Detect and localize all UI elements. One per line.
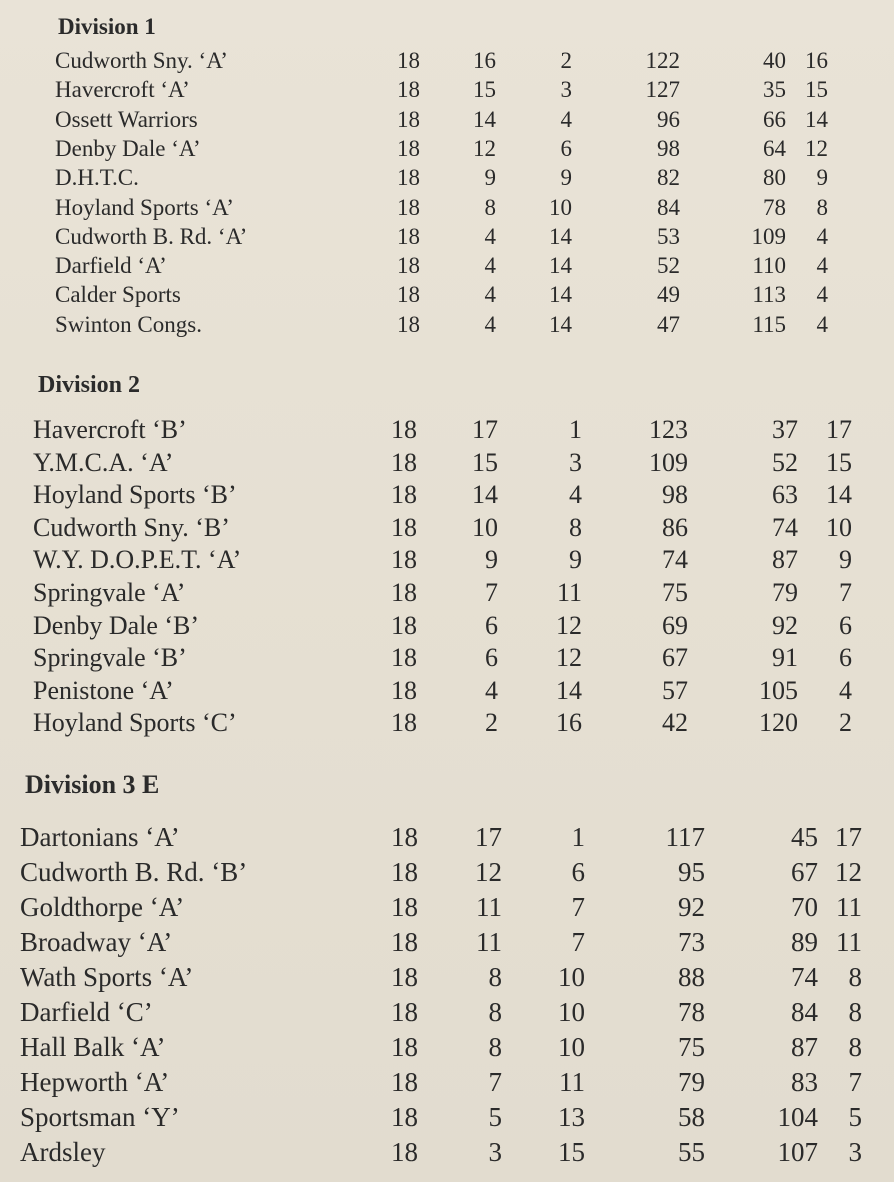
- team-name: Cudworth Sny. ‘A’: [55, 48, 228, 73]
- won-value: 2: [485, 708, 498, 738]
- lost-value: 7: [571, 892, 585, 922]
- won-value: 10: [472, 512, 498, 542]
- lost-value: 4: [560, 106, 572, 132]
- won-value: 8: [488, 962, 502, 992]
- team-name: Havercroft ‘A’: [55, 77, 190, 103]
- lost-value: 3: [569, 447, 582, 477]
- points-for-value: 84: [657, 194, 680, 220]
- points-for-value: 79: [678, 1067, 705, 1097]
- points-for-value: 127: [645, 77, 680, 103]
- played-value: 18: [397, 77, 420, 103]
- league-points-value: 12: [835, 857, 862, 887]
- played-value: 18: [397, 194, 420, 220]
- team-name: Broadway ‘A’: [20, 927, 173, 957]
- lost-value: 8: [569, 512, 582, 542]
- lost-value: 6: [571, 857, 585, 887]
- lost-value: 10: [558, 997, 585, 1027]
- points-for-value: 58: [678, 1102, 705, 1132]
- won-value: 16: [473, 48, 496, 73]
- league-points-value: 12: [805, 135, 828, 161]
- team-name: Ossett Warriors: [55, 106, 198, 132]
- points-against-value: 107: [777, 1137, 818, 1167]
- team-name: Denby Dale ‘A’: [55, 135, 201, 161]
- lost-value: 14: [549, 223, 572, 249]
- league-points-value: 8: [848, 1032, 862, 1062]
- won-value: 9: [485, 545, 498, 575]
- points-for-value: 78: [678, 997, 705, 1027]
- lost-value: 14: [549, 253, 572, 279]
- points-against-value: 80: [763, 165, 786, 191]
- points-against-value: 91: [772, 643, 798, 673]
- team-name: Cudworth B. Rd. ‘A’: [55, 223, 248, 249]
- points-for-value: 109: [649, 447, 688, 477]
- points-against-value: 63: [772, 480, 798, 510]
- league-points-value: 11: [836, 892, 862, 922]
- points-against-value: 104: [777, 1102, 818, 1132]
- lost-value: 2: [560, 48, 572, 73]
- points-against-value: 74: [791, 962, 818, 992]
- points-against-value: 109: [751, 223, 786, 249]
- table-row: [0, 414, 894, 446]
- table-row: [0, 926, 894, 958]
- team-name: Calder Sports: [55, 282, 181, 308]
- points-for-value: 98: [662, 480, 688, 510]
- table-row: [0, 821, 894, 853]
- points-against-value: 78: [763, 194, 786, 220]
- table-row: [0, 544, 894, 576]
- points-against-value: 67: [791, 857, 818, 887]
- team-name: Denby Dale ‘B’: [33, 610, 200, 640]
- table-row: [0, 45, 894, 77]
- table-row: [0, 996, 894, 1028]
- lost-value: 13: [558, 1102, 585, 1132]
- league-points-value: 15: [805, 77, 828, 103]
- lost-value: 6: [560, 135, 572, 161]
- played-value: 18: [391, 708, 417, 738]
- points-for-value: 47: [657, 311, 680, 337]
- lost-value: 16: [556, 708, 582, 738]
- lost-value: 12: [556, 643, 582, 673]
- points-for-value: 69: [662, 610, 688, 640]
- league-points-value: 17: [826, 415, 852, 444]
- team-name: Sportsman ‘Y’: [20, 1102, 180, 1132]
- won-value: 8: [488, 1032, 502, 1062]
- played-value: 18: [397, 135, 420, 161]
- team-name: W.Y. D.O.P.E.T. ‘A’: [33, 545, 242, 575]
- league-points-value: 4: [816, 253, 828, 279]
- won-value: 15: [472, 447, 498, 477]
- team-name: Hoyland Sports ‘B’: [33, 480, 237, 510]
- played-value: 18: [397, 48, 420, 73]
- won-value: 14: [472, 480, 498, 510]
- won-value: 6: [485, 610, 498, 640]
- played-value: 18: [391, 1102, 418, 1132]
- lost-value: 10: [549, 194, 572, 220]
- points-against-value: 70: [791, 892, 818, 922]
- played-value: 18: [391, 545, 417, 575]
- lost-value: 3: [560, 77, 572, 103]
- league-points-value: 8: [816, 194, 828, 220]
- table-row: [0, 642, 894, 674]
- points-for-value: 98: [657, 135, 680, 161]
- played-value: 18: [391, 610, 417, 640]
- points-for-value: 57: [662, 675, 688, 705]
- team-name: Swinton Congs.: [55, 311, 202, 337]
- team-name: Ardsley: [20, 1137, 106, 1167]
- played-value: 18: [397, 282, 420, 308]
- won-value: 15: [473, 77, 496, 103]
- league-points-value: 9: [816, 165, 828, 191]
- team-name: Darfield ‘C’: [20, 997, 153, 1027]
- table-row: [0, 856, 894, 888]
- won-value: 17: [475, 822, 502, 852]
- won-value: 4: [484, 282, 496, 308]
- table-row: [0, 479, 894, 511]
- points-against-value: 120: [759, 708, 798, 738]
- played-value: 18: [391, 962, 418, 992]
- points-against-value: 64: [763, 135, 786, 161]
- points-against-value: 35: [763, 77, 786, 103]
- won-value: 4: [484, 223, 496, 249]
- team-name: Darfield ‘A’: [55, 253, 167, 279]
- points-against-value: 74: [772, 512, 798, 542]
- league-points-value: 8: [848, 997, 862, 1027]
- won-value: 4: [485, 675, 498, 705]
- team-name: D.H.T.C.: [55, 165, 139, 191]
- table-row: [0, 512, 894, 544]
- league-points-value: 15: [826, 447, 852, 477]
- league-points-value: 2: [839, 708, 852, 738]
- lost-value: 12: [556, 610, 582, 640]
- team-name: Springvale ‘B’: [33, 643, 187, 673]
- lost-value: 9: [560, 165, 572, 191]
- won-value: 12: [473, 135, 496, 161]
- league-points-value: 11: [836, 927, 862, 957]
- points-for-value: 55: [678, 1137, 705, 1167]
- points-against-value: 115: [752, 311, 786, 337]
- played-value: 18: [391, 675, 417, 705]
- points-against-value: 105: [759, 675, 798, 705]
- points-for-value: 74: [662, 545, 688, 575]
- points-for-value: 82: [657, 165, 680, 191]
- lost-value: 10: [558, 962, 585, 992]
- won-value: 11: [476, 892, 502, 922]
- league-points-value: 4: [816, 311, 828, 337]
- table-row: [0, 577, 894, 609]
- won-value: 7: [485, 578, 498, 607]
- points-against-value: 79: [772, 578, 798, 607]
- lost-value: 1: [569, 415, 582, 444]
- points-against-value: 52: [772, 447, 798, 477]
- lost-value: 11: [559, 1067, 585, 1097]
- points-for-value: 52: [657, 253, 680, 279]
- won-value: 12: [475, 857, 502, 887]
- played-value: 18: [391, 892, 418, 922]
- league-points-value: 7: [848, 1067, 862, 1097]
- played-value: 18: [391, 480, 417, 510]
- table-row: [0, 1136, 894, 1168]
- points-against-value: 87: [791, 1032, 818, 1062]
- played-value: 18: [391, 1067, 418, 1097]
- table-row: [0, 675, 894, 707]
- points-against-value: 40: [763, 48, 786, 73]
- points-against-value: 66: [763, 106, 786, 132]
- team-name: Cudworth Sny. ‘B’: [33, 512, 230, 542]
- points-for-value: 49: [657, 282, 680, 308]
- won-value: 4: [484, 253, 496, 279]
- team-name: Hall Balk ‘A’: [20, 1032, 166, 1062]
- points-against-value: 84: [791, 997, 818, 1027]
- points-for-value: 86: [662, 512, 688, 542]
- points-for-value: 73: [678, 927, 705, 957]
- played-value: 18: [397, 253, 420, 279]
- played-value: 18: [391, 1032, 418, 1062]
- league-points-value: 3: [848, 1137, 862, 1167]
- played-value: 18: [397, 165, 420, 191]
- points-against-value: 110: [752, 253, 786, 279]
- league-points-value: 8: [848, 962, 862, 992]
- table-row: [0, 250, 894, 282]
- played-value: 18: [391, 997, 418, 1027]
- lost-value: 7: [571, 927, 585, 957]
- points-against-value: 83: [791, 1067, 818, 1097]
- table-row: [0, 74, 894, 106]
- won-value: 8: [488, 997, 502, 1027]
- played-value: 18: [391, 822, 418, 852]
- played-value: 18: [397, 223, 420, 249]
- won-value: 6: [485, 643, 498, 673]
- table-row: [0, 1101, 894, 1133]
- division-title: Division 3 E: [25, 770, 160, 799]
- team-name: Havercroft ‘B’: [33, 415, 187, 444]
- lost-value: 9: [569, 545, 582, 575]
- played-value: 18: [391, 643, 417, 673]
- team-name: Springvale ‘A’: [33, 578, 186, 607]
- points-against-value: 113: [752, 282, 786, 308]
- team-name: Dartonians ‘A’: [20, 822, 180, 852]
- played-value: 18: [391, 447, 417, 477]
- league-points-value: 14: [805, 106, 828, 132]
- lost-value: 11: [556, 578, 582, 607]
- table-row: [0, 447, 894, 479]
- points-for-value: 122: [645, 48, 680, 73]
- team-name: Hoyland Sports ‘C’: [33, 708, 237, 738]
- league-points-value: 14: [826, 480, 852, 510]
- played-value: 18: [397, 106, 420, 132]
- team-name: Hepworth ‘A’: [20, 1067, 170, 1097]
- table-row: [0, 279, 894, 311]
- table-row: [0, 961, 894, 993]
- won-value: 7: [488, 1067, 502, 1097]
- points-for-value: 53: [657, 223, 680, 249]
- won-value: 5: [488, 1102, 502, 1132]
- points-for-value: 88: [678, 962, 705, 992]
- table-row: [0, 1031, 894, 1063]
- won-value: 17: [472, 415, 498, 444]
- played-value: 18: [391, 512, 417, 542]
- points-against-value: 45: [791, 822, 818, 852]
- league-points-value: 6: [839, 610, 852, 640]
- league-points-value: 17: [835, 822, 862, 852]
- points-for-value: 92: [678, 892, 705, 922]
- points-against-value: 92: [772, 610, 798, 640]
- table-row: [0, 707, 894, 739]
- table-row: [0, 162, 894, 194]
- lost-value: 4: [569, 480, 582, 510]
- played-value: 18: [397, 311, 420, 337]
- division-title: Division 1: [58, 14, 156, 39]
- table-row: [0, 192, 894, 224]
- league-points-value: 6: [839, 643, 852, 673]
- team-name: Hoyland Sports ‘A’: [55, 194, 234, 220]
- table-row: [0, 891, 894, 923]
- table-row: [0, 610, 894, 642]
- won-value: 4: [484, 311, 496, 337]
- won-value: 11: [476, 927, 502, 957]
- team-name: Penistone ‘A’: [33, 675, 174, 705]
- team-name: Wath Sports ‘A’: [20, 962, 194, 992]
- table-row: [0, 104, 894, 136]
- played-value: 18: [391, 1137, 418, 1167]
- league-points-value: 4: [816, 282, 828, 308]
- won-value: 8: [484, 194, 496, 220]
- lost-value: 14: [556, 675, 582, 705]
- table-row: [0, 309, 894, 341]
- team-name: Goldthorpe ‘A’: [20, 892, 185, 922]
- lost-value: 14: [549, 282, 572, 308]
- won-value: 3: [488, 1137, 502, 1167]
- league-points-value: 10: [826, 512, 852, 542]
- points-against-value: 37: [772, 415, 798, 444]
- league-points-value: 16: [805, 48, 828, 73]
- won-value: 9: [484, 165, 496, 191]
- points-for-value: 123: [649, 415, 688, 444]
- team-name: Y.M.C.A. ‘A’: [33, 447, 174, 477]
- lost-value: 10: [558, 1032, 585, 1062]
- table-row: [0, 133, 894, 165]
- points-for-value: 117: [665, 822, 705, 852]
- table-row: [0, 221, 894, 253]
- played-value: 18: [391, 578, 417, 607]
- points-for-value: 96: [657, 106, 680, 132]
- league-points-value: 9: [839, 545, 852, 575]
- table-row: [0, 1066, 894, 1098]
- played-value: 18: [391, 927, 418, 957]
- points-for-value: 42: [662, 708, 688, 738]
- points-against-value: 89: [791, 927, 818, 957]
- points-for-value: 67: [662, 643, 688, 673]
- played-value: 18: [391, 415, 417, 444]
- points-for-value: 75: [678, 1032, 705, 1062]
- won-value: 14: [473, 106, 496, 132]
- division-title: Division 2: [38, 372, 141, 398]
- league-points-value: 4: [839, 675, 852, 705]
- league-points-value: 4: [816, 223, 828, 249]
- lost-value: 1: [571, 822, 585, 852]
- lost-value: 15: [558, 1137, 585, 1167]
- league-points-value: 7: [839, 578, 852, 607]
- points-against-value: 87: [772, 545, 798, 575]
- points-for-value: 95: [678, 857, 705, 887]
- lost-value: 14: [549, 311, 572, 337]
- team-name: Cudworth B. Rd. ‘B’: [20, 857, 248, 887]
- league-points-value: 5: [848, 1102, 862, 1132]
- points-for-value: 75: [662, 578, 688, 607]
- played-value: 18: [391, 857, 418, 887]
